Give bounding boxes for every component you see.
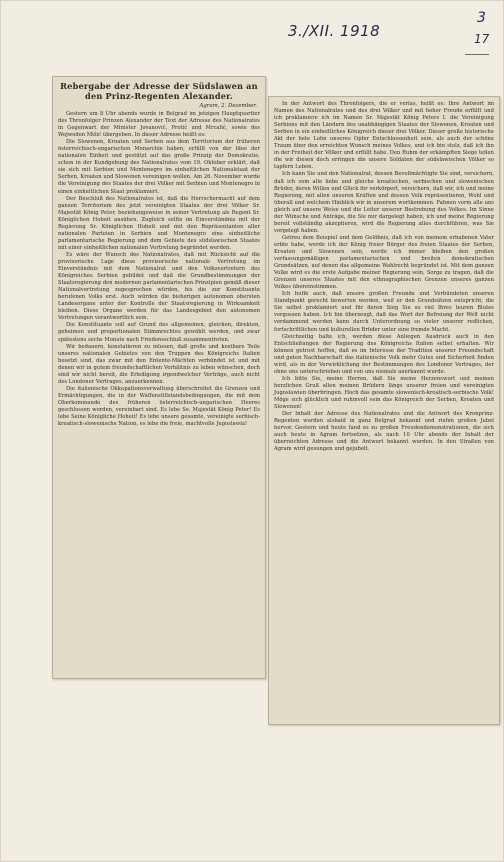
article-dateline: Agram, 2. Dezember. (199, 103, 257, 109)
handwritten-divider (465, 54, 489, 55)
paragraph: Die Konstituante soll auf Grund des allgemeinen, gleichen, direkten, geheimen und proportionalen Stimmrechtes gewählt werden, und zwar spätestens sechs Monate nach Friedensschluß zusammentreten. (58, 322, 260, 343)
article-title: Rebergabe der Adresse der Südslawen an den Prinz-Regenten Alexander. (60, 81, 258, 101)
paragraph: Getreu dem Beispiel und dem Gelöbnis, daß ich von meinem erhabenen Vater erbte habe, werde ich der König freier Bürger des freien Staates der Serben, Kroaten und Slowenen sein, werde ich immer bleiben den großen verfassungsmäßigen parlamentarischen und breiten demokratischen Grundsätzen, auf denen das allgemeine Wahlrecht begründet ist. Mit dem ganzen Volke wird es die erste Aufgabe meiner Regierung sein, Sorge zu tragen, daß die Grenzen unseres Staates mit den ethnographischen Grenzen unseres ganzen Volkes übereinstimmen. (274, 234, 494, 291)
handwritten-page-sub-number: 17 (474, 32, 490, 46)
paragraph: Gestern um 8 Uhr abends wurde in Belgrad im jetzigen Hauptquartier des Thronfolger Prinzen Alexander der Text der Adresse des Nationalrates in Gegenwart der Minister Jovanović, Protić und Mrcalić, sowie des Wojwoden Mišić übergeben. In dieser Adresse heißt es: (58, 111, 260, 139)
paragraph: Die Slowenen, Kroaten und Serben aus dem Territorium der früheren österreichisch-ungarischen Monarchie haben, erfüllt von der Idee der nationalen Einheit und gestützt auf das große Prinzip der Demokratie, schon in der Kundgebung des Nationalrates vom 19. Oktober erklärt, daß sie sich mit Serbien und Montenegro im einheitlichen Nationalstaat der Serben, Kroaten und Slowenen vereinigen wollen. Am 26. November wurde die Vereinigung des Staates der drei Völker mit Serbien und Montenegro in einen einheitlichen Staat proklamiert. (58, 139, 260, 195)
paragraph: In der Antwort des Thronfolgers, die er verlas, heißt es: Ihre Antwort im Namen des Nationalrates und des drei Völker und mit hoher Freude erfüllt und ich proklamiere ich im Namen Sr. Majestät König Peters I. die Vereinigung Serbiens mit den Ländern des unabhängigen Staates der Slowenen, Kroaten und Serben in ein einheitliches Königreich dieser drei Völker. Dieser große historische Akt der bete Lohn unseres Opfer Entschlossenheit sein, als auch der schöne Traum über den erreichten Wunsch meines Volkes, und ich bin stolz, daß ich ihn in der Freiheit der Völker und erfüllt habe. Den Ruhm der erkämpften Siege teilen die wir diesen doch erringen die unsere Soldaten der südslawischen Völker so tapfern Leben. (274, 101, 494, 171)
clipping-right-column (268, 96, 500, 725)
paragraph: Die italienische Okkupationsverwaltung überschreitet die Grenzen und Ermächtigungen, die in der Waffenstillstandsbedingungen, die mit dem Oberkommando des früheren österreichisch-ungarischen Heeres geschlossen worden, vereinbart sind. Es lebe Se. Majestät König Peter! Es lebe Seine Königliche Hoheit! Es lebe unsere gesamte, vereinigte serbisch-kroatisch-slowenische Nation, es lebe die freie, machtvolle Jugoslawia! (58, 385, 260, 428)
paragraph: Der Inhalt der Adresse des Nationalrates und die Antwort des Kronprinz-Regenten wurden alsbald in ganz Belgrad bekannt und riefen großen Jubel hervor. Gestern und heute fand es zu großen Freudendemonstrationen, die sich auch heute in Agram fortsetzen, als nach 10 Uhr abends der Inhalt der überreichten Adresse und die Antwort bekannt wurden. In den Straßen von Agram wird gesungen und gejubelt. (274, 411, 494, 453)
left-column-text (58, 111, 260, 428)
paragraph: Ich hoffe auch, daß unsere großen Freunde und Verbündeten unseren Standpunkt gerecht bewerten werden, weil er den Grundsätzen entspricht, die Sie selbst proklamiert und für deren Sieg Sie so viel Ihres teuren Blutes vergossen haben. Ich bin überzeugt, daß das Wort der Befreiung der Welt nicht verdammend werden kann durch Unterordnung so vieler unserer redlichen, fortschrittlichen und kulturellen Brüder unter eine fremde Macht. (274, 291, 494, 333)
paragraph: Ich kann Sie und den Nationalrat, dessen Bevollmächtigte Sie sind, versichern, daß ich vom alle liebe und gleiche kroatischen, serbischen und slowenischen Brüder, deren Willen und Glück ihr verkörpert, versichern, daß wir, ich und meine Regierung, mit allen unseren Kräften und dessen Volk repräsentieren, Wohl und überall und welchem Hinblick wir in unserem wortkommen. Fahnen vorm alle uns gleich auf unsere Weise und die Leiter unserer Bestrebung des Volkes. Im Sinne der Wünsche und Anträge, die Sie mir dargelegt haben, ich und meine Regierung bereit vollständig akzeptieren, wird die Regierung alles durchführen, was Sie vorgelegt haben. (274, 171, 494, 234)
handwritten-date: 3./XII. 1918 (288, 22, 381, 40)
paragraph: Es wäre der Wunsch des Nationalrates, daß mit Rücksicht auf die provisorische Lage diese provisorische nationale Vertretung im Einverständnis mit dem Nationalrat und den Volksvertretern des Königreiches Serbien gebildet und daß die Grundbestimmungen der Staatsregierung den modernen parlamentarischen Prinzipien gemäß dieser Nationalvertretung zugesprochen würden, bis die zur Konstituante berufenen Volks erst. Auch würden die bisherigen autonomen obersten Landesorgane unter der Kontrolle der Staatsregierung in Wirksamkeit bleiben. Diese Organe werden für das Landesgebiet den autonomen Vertretungen verantwortlich sein. (58, 251, 260, 322)
clipping-left-column (52, 76, 266, 679)
handwritten-page-number: 3 (477, 10, 486, 26)
right-column-text (274, 101, 494, 453)
paragraph: Wir bedauern, konstatieren zu müssen, daß große und kostbare Teile unseres nationalen Gebietes von den Truppen des Königreichs Italien besetzt sind, das zwar mit den Entente-Mächten verbündet ist und mit denen wir in gutem freundschaftlichen Verhältnis zu leben wünschen, doch sind wir nicht bereit, die Erledigung irgendwelcher Verträge, auch nicht des Londoner Vertrages, anzuerkennen. (58, 343, 260, 385)
paragraph: Ich bitte Sie, meine Herren, daß Sie meine Herzenswort und meinen herzlichen Gruß allen meinen Brüdern längs unserer freien und vereinigten Jugoslawien überbringen. Hoch das gesamte slowenisch-kroatisch-serbische Volk! Möge sich glücklich und ruhmvoll sein das Königreich der Serben, Kroaten und Slowenen! (274, 375, 494, 411)
paragraph: Der Beschluß des Nationalrates ist, daß die Herrschermacht auf dem ganzen Territorium des jetzt vereinigten Staates der drei Völker Sr. Majestät König Peter, beziehungsweise in seiner Vertretung als Regent Sr. Königlichen Hoheit ausüben. Zugleich sollte im Einverständnis mit der Regierung Sr. Königlichen Hoheit und mit den Repräsentanten aller nationalen Parteien in Serbien und Montenegro eine einheitliche parlamentarische Regierung und dem Gebiete des südslawischen Staates mit einer einheitlichen nationalen Vertretung begründet werden. (58, 195, 260, 251)
paragraph: Gleichzeitig halte ich, werden diese Anliegen Ausdruck auch in den Entschließungen der Regierung des Königreichs Italien selbst erhalten. Wir können getrost hoffen, daß es im Interesse der Tradition unserer Freundschaft und guten Nachbarschaft das italienische Volk mehr Gutes und Sicherheit finden wird, als in der Verwirklichung der Bestimmungen des Londoner Vertrages, der ohne uns unterschrieben und von uns niemals anerkannt wurde. (274, 333, 494, 375)
